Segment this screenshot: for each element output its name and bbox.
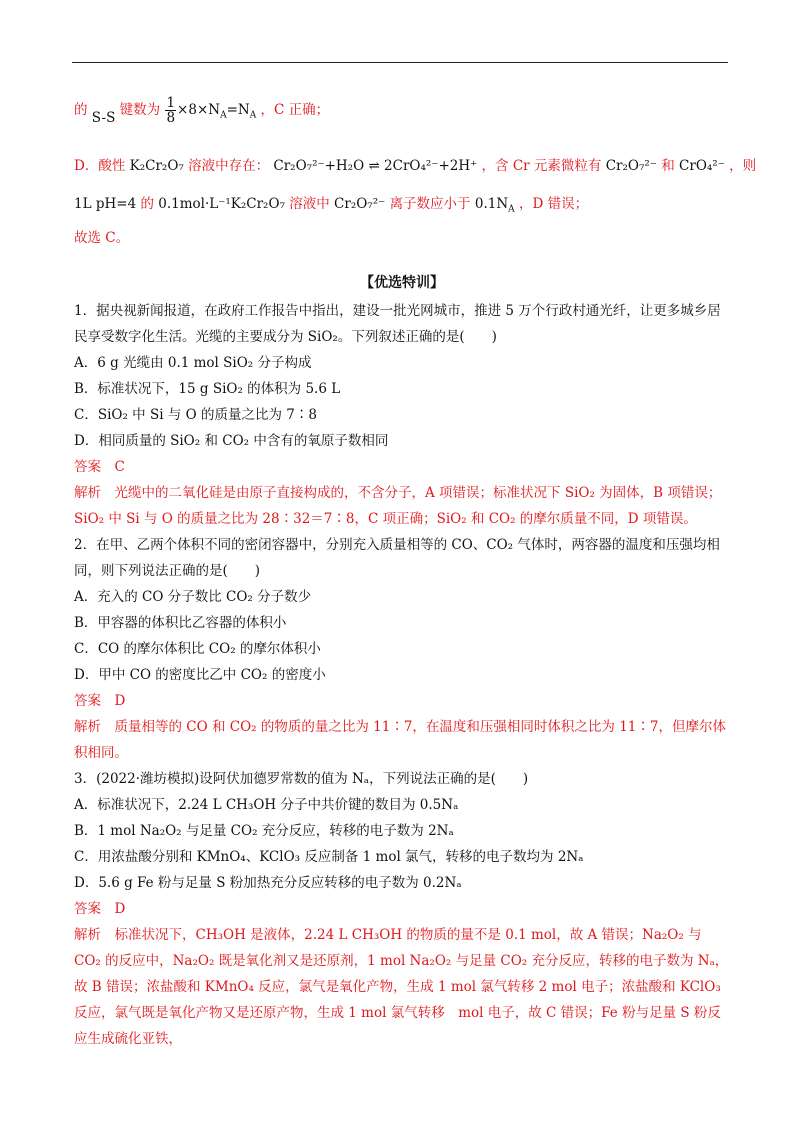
- subscript: A: [220, 110, 227, 121]
- question-1-analysis: 解析 光缆中的二氧化硅是由原子直接构成的，不含分子，A 项错误；标准状况下 SiO₂ 为固体，B 项错误；SiO₂ 中 Si 与 O 的质量之比为 28∶32＝7∶8，C 项正确；SiO₂ 和 CO₂ 的摩尔质量不同，D 项错误。: [74, 485, 722, 527]
- fraction-numerator: 1: [166, 95, 176, 111]
- formula: ×8×N: [177, 102, 221, 118]
- section-title: 【优选特训】: [360, 275, 444, 291]
- text: 溶液中存在：: [188, 158, 270, 174]
- text: ，D 错误；: [518, 196, 589, 212]
- subscript: A: [249, 110, 257, 121]
- text: ，则: [729, 158, 757, 174]
- question-3-option-b: B．1 mol Na₂O₂ 与足量 CO₂ 充分反应，转移的电子数为 2Nₐ: [74, 823, 454, 839]
- text: 离子数应小于: [389, 196, 471, 212]
- analysis-line-ph: [74, 192, 588, 215]
- question-2-stem: 2．在甲、乙两个体积不同的密闭容器中，分别充入质量相等的 CO、CO₂ 气体时，两容器的温度和压强均相同，则下列说法正确的是( ): [74, 537, 720, 579]
- analysis-line-d: [74, 154, 756, 174]
- question-3-option-a: A．标准状况下，2.24 L CH₃OH 分子中共价键的数目为 0.5Nₐ: [74, 797, 459, 813]
- text: D．酸性: [74, 158, 126, 174]
- question-2-answer: 答案 D: [74, 693, 126, 709]
- question-1-option-a: A．6 g 光缆由 0.1 mol SiO₂ 分子构成: [74, 355, 312, 371]
- subscript: A: [508, 204, 515, 215]
- question-1-answer: 答案 C: [74, 459, 125, 475]
- formula: 0.1N: [474, 196, 509, 212]
- text: S-S: [91, 110, 116, 126]
- question-1-stem: 1．据央视新闻报道，在政府工作报告中指出，建设一批光网城市，推进 5 万个行政村通光纤，让更多城乡居民享受数字化生活。光缆的主要成分为 SiO₂。下列叙述正确的是( ): [74, 303, 721, 345]
- formula: =N: [226, 102, 250, 118]
- text: ，C 正确；: [260, 102, 330, 118]
- formula: Cr₂O₇²⁻: [605, 158, 657, 174]
- formula: K₂Cr₂O₇: [129, 158, 184, 174]
- question-2-analysis: 解析 质量相等的 CO 和 CO₂ 的物质的量之比为 11∶7，在温度和压强相同时体积之比为 11∶7，但摩尔体积相同。: [74, 719, 726, 761]
- header-rule: [72, 62, 728, 63]
- question-1-option-b: B．标准状况下，15 g SiO₂ 的体积为 5.6 L: [74, 381, 341, 397]
- text: 1L pH=4: [74, 196, 137, 212]
- question-3-analysis: 解析 标准状况下，CH₃OH 是液体，2.24 L CH₃OH 的物质的量不是 0.1 mol，故 A 错误；Na₂O₂ 与 CO₂ 的反应中，Na₂O₂ 既是氧化剂又是还原剂，1 mol Na₂O₂ 与足量 CO₂ 充分反应，转移的电子数为 Nₐ，故 B 错误；浓盐酸和 KMnO₄ 反应，氯气是氧化产物，生成 1 mol 氯气转移 2 mol 电子；浓盐酸和 KClO₃ 反应，氯气既是氧化产物又是还原产物，生成 1 mol 氯气转移 mol 电子，故 C 错误；Fe 粉与足量 S 粉反应生成硫化亚铁，: [74, 927, 729, 1047]
- question-3-option-d: D．5.6 g Fe 粉与足量 S 粉加热充分反应转移的电子数为 0.2Nₐ: [74, 875, 462, 891]
- fraction-denominator: 8: [166, 110, 176, 126]
- question-1-option-c: C．SiO₂ 中 Si 与 O 的质量之比为 7∶8: [74, 407, 317, 423]
- conclusion-line: 故选 C。: [74, 230, 130, 246]
- question-3-option-c: C．用浓盐酸分别和 KMnO₄、KClO₃ 反应制备 1 mol 氯气，转移的电子数均为 2Nₐ: [74, 849, 584, 865]
- text: 键数为: [119, 102, 161, 118]
- question-3-stem: 3．(2022·潍坊模拟)设阿伏加德罗常数的值为 Nₐ，下列说法正确的是( ): [74, 771, 529, 787]
- analysis-line-ss-bonds: [74, 96, 329, 125]
- formula: CrO₄²⁻: [679, 158, 725, 174]
- text: 溶液中: [289, 196, 330, 212]
- equilibrium-equation: Cr₂O₇²⁻+H₂O ⇌ 2CrO₄²⁻+2H⁺: [273, 158, 478, 174]
- text: 和: [661, 158, 675, 174]
- text: ，含 Cr 元素微粒有: [481, 158, 602, 174]
- question-2-option-c: C．CO 的摩尔体积比 CO₂ 的摩尔体积小: [74, 641, 321, 657]
- question-1-option-d: D．相同质量的 SiO₂ 和 CO₂ 中含有的氧原子数相同: [74, 433, 389, 449]
- question-3-answer: 答案 D: [74, 901, 126, 917]
- text: 的: [140, 196, 154, 212]
- formula: Cr₂O₇²⁻: [334, 196, 386, 212]
- question-2-option-d: D．甲中 CO 的密度比乙中 CO₂ 的密度小: [74, 667, 326, 683]
- question-2-option-b: B．甲容器的体积比乙容器的体积小: [74, 615, 287, 631]
- formula: 0.1mol·L⁻¹K₂Cr₂O₇: [158, 196, 285, 212]
- question-2-option-a: A．充入的 CO 分子数比 CO₂ 分子数少: [74, 589, 312, 605]
- fraction: [165, 96, 176, 125]
- text: 的: [74, 102, 88, 118]
